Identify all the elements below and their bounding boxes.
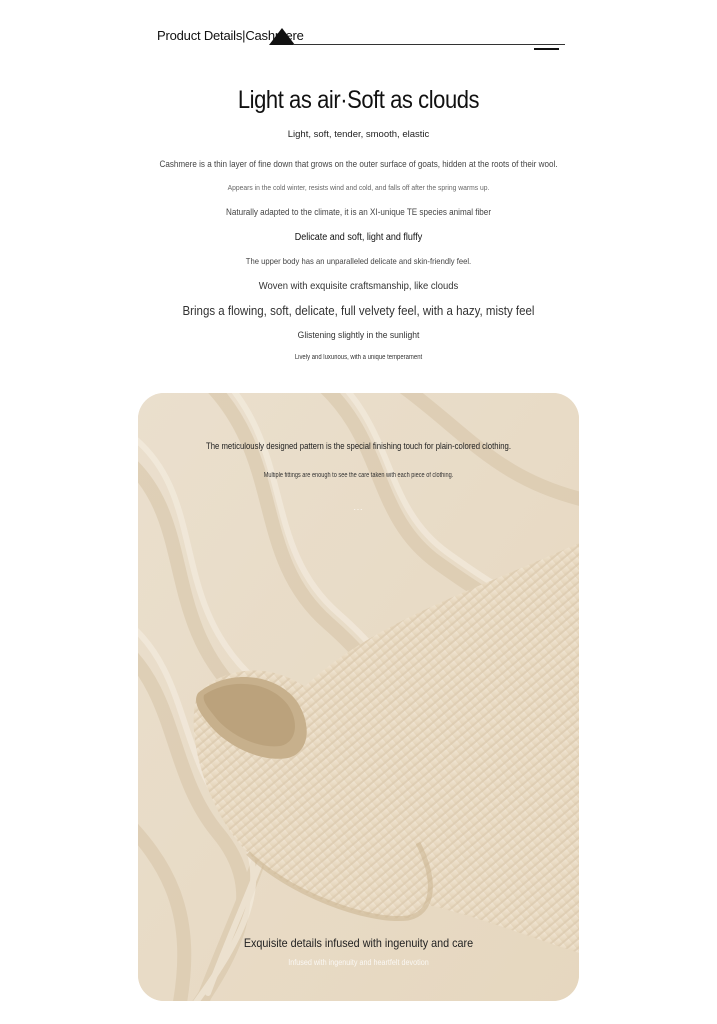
triangle-decoration <box>269 28 295 45</box>
section-header <box>157 28 567 52</box>
knit-sleeve-photo <box>138 393 579 1001</box>
ellipsis-dots: ... <box>353 503 364 512</box>
description-line: Delicate and soft, light and fluffy <box>294 232 423 243</box>
description-line: Cashmere is a thin layer of fine down that grows on the outer surface of goats, hidden at the roots of their wool. <box>159 159 558 169</box>
subtitle: Light, soft, tender, smooth, elastic <box>287 129 430 140</box>
description-line: Naturally adapted to the climate, it is an XI-unique TE species animal fiber <box>225 207 492 217</box>
description-line: Appears in the cold winter, resists wind and cold, and falls off after the spring warms up. <box>227 183 490 192</box>
knit-texture-illustration <box>138 393 579 1001</box>
description-line: Lively and luxurious, with a unique temperament <box>294 354 423 361</box>
header-accent-line <box>534 48 559 50</box>
photo-bottom-title: Exquisite details infused with ingenuity and care <box>243 936 474 950</box>
photo-bottom-subtitle: Infused with ingenuity and heartfelt devotion <box>288 958 429 967</box>
header-divider <box>293 44 565 45</box>
photo-caption-title: The meticulously designed pattern is the special finishing touch for plain-colored clothing. <box>205 441 512 451</box>
description-line: Brings a flowing, soft, delicate, full velvety feel, with a hazy, misty feel <box>182 304 535 318</box>
headline: Light as air·Soft as clouds <box>237 86 480 114</box>
photo-caption-subtitle: Multiple fittings are enough to see the care taken with each piece of clothing. <box>263 472 454 479</box>
section-title: Product Details|Cashmere <box>157 28 304 43</box>
description-line: Glistening slightly in the sunlight <box>297 330 420 341</box>
description-line: The upper body has an unparalleled delicate and skin-friendly feel. <box>245 256 472 266</box>
description-line: Woven with exquisite craftsmanship, like clouds <box>258 280 459 292</box>
